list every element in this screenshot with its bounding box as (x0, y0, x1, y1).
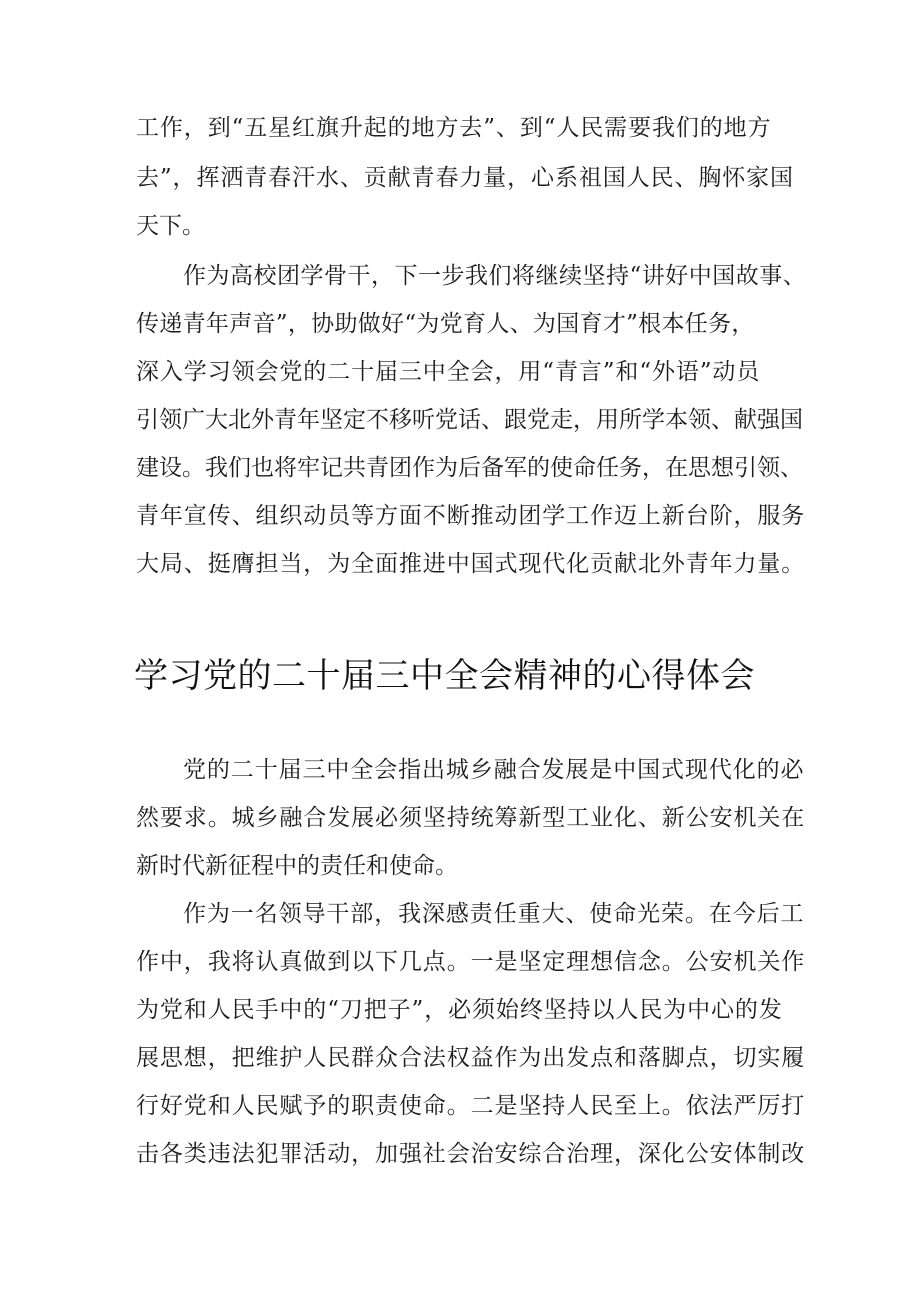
paragraph-line: 天下。 (136, 213, 205, 239)
paragraph-line: 大局、挺膺担当，为全面推进中国式现代化贡献北外青年力量。 (136, 551, 806, 577)
paragraph-line: 作为高校团学骨干，下一步我们将继续坚持“讲好中国故事、 (183, 263, 807, 289)
paragraph-line: 行好党和人民赋予的职责使命。二是坚持人民至上。依法严厉打 (136, 1093, 806, 1119)
paragraph-line: 传递青年声音”，协助做好“为党育人、为国育才”根本任务， (136, 311, 755, 337)
paragraph-line: 作中，我将认真做到以下几点。一是坚定理想信念。公安机关作 (136, 949, 806, 975)
paragraph-line: 展思想，把维护人民群众合法权益作为出发点和落脚点，切实履 (136, 1045, 806, 1071)
paragraph-line: 工作，到“五星红旗升起的地方去”、到“人民需要我们的地方 (136, 115, 772, 141)
paragraph-line: 建设。我们也将牢记共青团作为后备军的使命任务，在思想引领、 (136, 455, 803, 481)
paragraph-line: 为党和人民手中的“刀把子”，必须始终坚持以人民为中心的发 (136, 997, 783, 1023)
paragraph-line: 作为一名领导干部，我深感责任重大、使命光荣。在今后工 (183, 901, 805, 927)
paragraph-line: 青年宣传、组织动员等方面不断推动团学工作迈上新台阶，服务 (136, 503, 806, 529)
paragraph-line: 新时代新征程中的责任和使命。 (136, 853, 458, 879)
section-heading: 学习党的二十届三中全会精神的心得体会 (134, 656, 755, 696)
paragraph-line: 击各类违法犯罪活动，加强社会治安综合治理，深化公安体制改 (136, 1141, 806, 1167)
paragraph-line: 党的二十届三中全会指出城乡融合发展是中国式现代化的必 (183, 757, 805, 783)
paragraph-line: 去”，挥洒青春汗水、贡献青春力量，心系祖国人民、胸怀家国 (136, 165, 794, 191)
paragraph-line: 然要求。城乡融合发展必须坚持统筹新型工业化、新公安机关在 (136, 805, 806, 831)
paragraph-line: 引领广大北外青年坚定不移听党话、跟党走，用所学本领、献强国 (136, 407, 803, 433)
paragraph-line: 深入学习领会党的二十届三中全会，用“青言”和“外语”动员 (136, 359, 761, 385)
